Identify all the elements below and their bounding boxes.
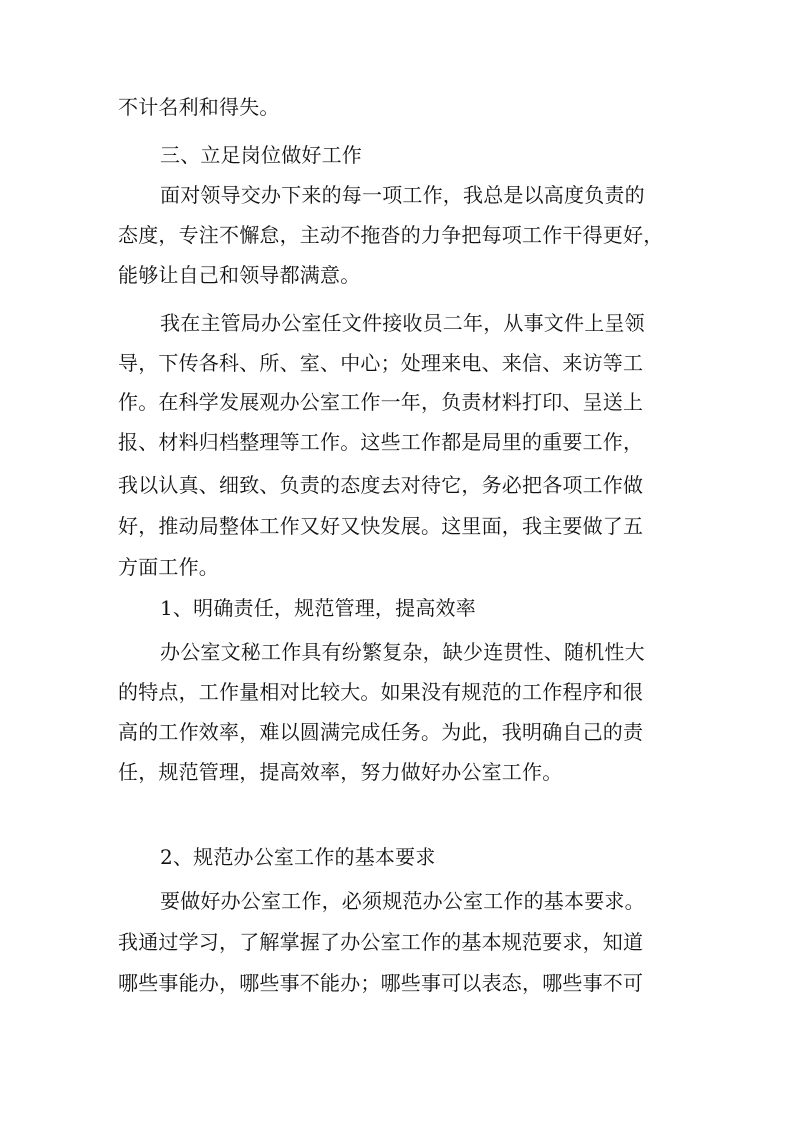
- paragraph-line: 我以认真、细致、负责的态度去对待它，务必把各项工作做: [118, 473, 644, 497]
- paragraph-line: 任，规范管理，提高效率，努力做好办公室工作。: [118, 760, 563, 784]
- paragraph-line: 能够让自己和领导都满意。: [118, 263, 361, 287]
- paragraph-line: 的特点，工作量相对比较大。如果没有规范的工作程序和很: [118, 680, 644, 704]
- paragraph-line: 我在主管局办公室任文件接收员二年，从事文件上呈领: [160, 311, 645, 335]
- paragraph-line: 办公室文秘工作具有纷繁复杂，缺少连贯性、随机性大: [160, 640, 645, 664]
- paragraph-line: 态度，专注不懈怠，主动不拖沓的力争把每项工作干得更好，: [118, 223, 664, 247]
- paragraph-line: 导，下传各科、所、室、中心；处理来电、来信、来访等工: [118, 351, 644, 375]
- subheading: 1、明确责任，规范管理，提高效率: [160, 596, 476, 620]
- paragraph-line: 作。在科学发展观办公室工作一年，负责材料打印、呈送上: [118, 390, 644, 414]
- section-heading: 三、立足岗位做好工作: [160, 143, 362, 167]
- text-line: 不计名利和得失。: [118, 95, 280, 119]
- paragraph-line: 我通过学习，了解掌握了办公室工作的基本规范要求，知道: [118, 930, 644, 954]
- paragraph-line: 要做好办公室工作，必须规范办公室工作的基本要求。: [160, 889, 645, 913]
- paragraph-line: 哪些事能办，哪些事不能办；哪些事可以表态，哪些事不可: [118, 971, 644, 995]
- subheading: 2、规范办公室工作的基本要求: [160, 845, 436, 869]
- paragraph-line: 面对领导交办下来的每一项工作，我总是以高度负责的: [160, 183, 645, 207]
- paragraph-line: 好，推动局整体工作又好又快发展。这里面，我主要做了五: [118, 514, 644, 538]
- paragraph-line: 报、材料归档整理等工作。这些工作都是局里的重要工作，: [118, 430, 644, 454]
- paragraph-line: 高的工作效率，难以圆满完成任务。为此，我明确自己的责: [118, 720, 644, 744]
- paragraph-line: 方面工作。: [118, 555, 219, 579]
